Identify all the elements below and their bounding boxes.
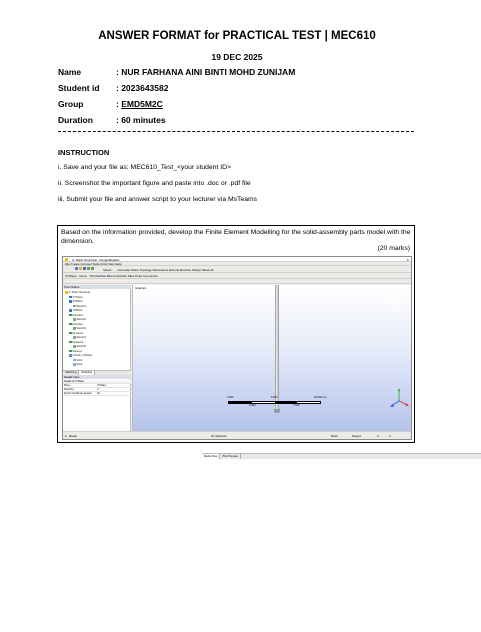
instruction-item: iii. Submit your file and answer script to your lecturer via MsTeams [58,196,258,203]
tree-node[interactable]: 2 Parts, 2 Bodies [69,354,92,357]
test-date: 19 DEC 2025 [211,52,263,62]
tree-node[interactable]: XYPlane [69,296,83,299]
window-title: A: Static Structural - DesignModeler [72,257,120,262]
details-row[interactable]: Sketches 0 [63,388,131,392]
ansys-screenshot [62,256,412,458]
info-value-prefix: : [116,99,122,109]
details-row[interactable]: Export Coordinate System No [63,392,131,396]
model-shaft-tip [274,409,280,413]
close-icon[interactable]: ✕ [406,257,409,262]
details-row[interactable]: Plane XYPlane [63,384,131,388]
save-icon[interactable] [83,267,86,270]
section-divider [58,131,414,132]
info-label: Name [58,67,82,77]
toolbar-labels[interactable]: Select · · · Generate Share Topology Parameters Extrude Revolve Sweep Skin/Loft [103,267,214,272]
info-value: : 2023643582 [116,83,169,93]
app-icon [65,258,68,261]
redo-icon[interactable] [91,267,94,270]
brand-edition: STUDENT [386,308,403,312]
tree-node[interactable]: Extrude2 [69,323,83,326]
info-row-student-id [58,83,168,93]
tree-node[interactable]: ZXPlane [69,300,82,303]
tab-print-preview[interactable]: Print Preview [220,454,240,459]
details-view-panel [63,375,131,431]
question-box [57,225,415,458]
info-label: Duration [58,115,93,125]
toolbar-icons [75,267,94,271]
question-marks: (20 marks) [377,245,410,252]
tree-node[interactable]: YZPlane [69,309,82,312]
instruction-item: i. Save and your file as; MEC610_Test_<your student ID> [58,164,232,171]
details-row: Details of XYPlane [63,380,131,384]
page-title: ANSWER FORMAT for PRACTICAL TEST | MEC610 [98,30,376,42]
status-selection: No Selection [211,434,227,438]
tab-modeling[interactable]: Modeling [79,371,95,375]
undo-icon[interactable] [87,267,90,270]
scale-label: 7.500 [293,404,300,407]
tree-node[interactable]: Sketch1 [73,305,86,308]
scale-label: 10.000 (m) [314,396,327,399]
tree-outline-panel [63,285,131,370]
info-value: : 60 minutes [116,115,166,125]
scale-label: 0.000 [227,396,234,399]
info-row-group [58,99,163,109]
info-label: Group [58,99,84,109]
info-value [116,99,163,109]
info-value: : NUR FARHANA AINI BINTI MOHD ZUNIJAM [116,67,296,77]
tree-node[interactable]: Solid [73,359,82,362]
scale-bar [228,401,321,404]
instruction-heading: INSTRUCTION [58,148,110,157]
help-icon[interactable]: ● [65,434,67,438]
toolbar [63,266,411,273]
tree-node[interactable]: Sketch4 [73,336,86,339]
tree-node[interactable]: Solid [73,363,82,366]
axis-triad-icon [387,387,411,409]
status-value: 0 [389,434,391,438]
open-icon[interactable] [79,267,82,270]
scale-label: 5.000 [271,396,278,399]
info-row-duration [58,115,166,125]
info-row-name [58,67,295,77]
ansys-logo [379,295,403,312]
graphics-label: Graphics [135,286,147,290]
scale-label: 2.500 [249,404,256,407]
tree-node[interactable]: Sketch2 [73,318,86,321]
toolbar-features [63,279,411,284]
group-code: EMD5M2C [121,99,163,109]
view-tabs [202,453,481,459]
brand-name: Ansys [378,295,403,304]
tree-node[interactable]: Sketch3 [73,327,86,330]
new-icon[interactable] [75,267,78,270]
tree-node[interactable]: Sketch5 [73,345,86,348]
tree-node[interactable]: A: Static Structural [65,291,90,294]
status-bar [63,431,411,439]
tree-node[interactable]: Revolve1 [69,332,83,335]
status-value: 0 [377,434,379,438]
status-angle: Degree [352,434,362,438]
tree-panel-title: Tree Outline [63,285,131,289]
details-panel-title: Details View [63,375,131,379]
tab-sketching[interactable]: Sketching [63,371,79,375]
brand-version: 2023 R2 [391,304,403,308]
info-label: Student id [58,83,100,93]
menu-items[interactable]: File Create Concept Tools Units View Help [65,262,122,266]
tree-node[interactable]: Sweep1 [69,350,82,353]
model-shaft [275,285,279,409]
toolbar-secondary-labels[interactable]: XYPlane · None · Thin/Surface Blend Chamfer Slice Point Conversion [65,274,158,278]
tab-model-view[interactable]: Model View [202,454,220,459]
status-ready: Ready [69,434,78,438]
tree-node[interactable]: Revolve2 [69,341,83,344]
status-units: Meter [331,434,339,438]
instruction-item: ii. Screenshot the important figure and paste into .doc or .pdf file [58,180,251,187]
question-text: Based on the information provided, develop the Finite Element Modelling for the solid-assembly parts model with the dimension. [61,229,411,245]
tree-node[interactable]: Extrude1 [69,314,83,317]
